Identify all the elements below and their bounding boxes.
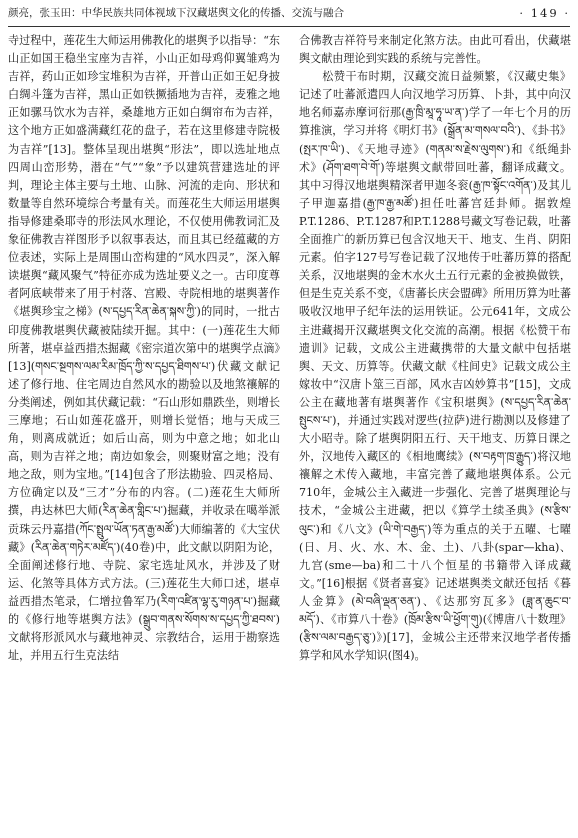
- left-column: [8, 32, 280, 832]
- left-paragraph-1: 寺过程中，莲花生大师运用佛教化的堪舆予以指导：“东山正如国王稳坐宝座为吉祥，小山正如母鸡仰翼雏鸡为吉祥，药山正如珍宝堆积为吉祥，开普山正如王妃身披白绸斗篷为吉祥，黑山正如铁撅插地为吉祥，麦雅之地正如骡马饮水为吉祥，桑雄地方正如白绸帘布为吉祥，这个地方正如盛满藏红花的盘子，若在这里修建寺院极为吉祥”[13]。整体呈现出堪舆“形法”，即以选址地点四周山峦形势，潜在“气”“象”予以建筑营建选址的评判，理论主体主要与土地、山脉、河流的走向、形状和数量等自然环境综合考量有关。而莲花生大师运用堪舆指导修建桑耶寺的形法风水理论，不仅使用佛教词汇及象征佛教吉祥图形予以叙事表达，而且其已经蕴藏的方位表述，实际上是周围山峦构建的“风水四灵”，深入解读堪舆“藏风聚气”特征亦成为选址要义之一。古印度尊者阿底峡带来了用于村落、宫殿、寺院相地的堪舆著作《堪舆珍宝之梯》(ས་དཔྱད་རིན་ཆེན་སྐས་ཀྱི་)的同时，一批古印度佛教堪舆伏藏被陆续开掘。其中：(一)莲花生大师所著，堪卓益西措杰掘藏《密宗道次第中的堪舆学点滴》[13](གསང་སྔགས་ལམ་རིམ་ཁྲོད་ཀྱི་ས་དཔྱད་ཐིགས་པ་)伏藏文献记述了修行地、住宅周边自然风水的勘验以及地煞禳解的分类阐述，例如其伏藏记载：“石山形如鼎跌坐，则增长三摩地；石山如莲花盛开，则增长觉悟；地与天成三角，则离成就近；如后山高，则为中意之地；如北山高，则为吉祥之地；南边如象会，则聚财富之地；没有地之敌，则为宝地。”[14]包含了形法勘验、四灵格局、方位确定以及“三才”分布的内容。(二)莲花生大师所撰，冉达林巴大师(རིན་ཆེན་གླིང་པ་)掘藏，并收录在噶举派贡珠云丹嘉措(ཀོང་སྤྲུལ་ཡོན་ཏན་རྒྱ་མཚོ་)大师编著的《大宝伏藏》(རིན་ཆེན་གཏེར་མཛོད་)(40卷)中，此文献以阴阳为论，全面阐述修行地、寺院、家宅选址风水，并涉及了财运、化煞等具体方式方法。(三)莲花生大师口述，堪卓益西措杰笔录，仁增拉鲁军乃(རིག་འཛིན་ལྷ་རུ་གཉན་པ་)掘藏的《修行地等堪舆方法》(སྒྲུབ་གནས་སོགས་ས་དཔྱད་ཀྱི་ཐབས་)文献将形派风水与藏地神灵、宗教结合，运用于勘察选址，并用五行生克法结: [8, 34, 280, 663]
- right-column: [299, 32, 571, 832]
- running-header: [8, 0, 570, 27]
- page-number: · 149 ·: [519, 6, 570, 20]
- right-paragraph-2: 松赞干布时期，汉藏交流日益频繁，《汉藏史集》记述了吐蕃派遣四人向汉地学习历算、卜卦，其中向汉地名师嘉赤摩诃衍那(རྒྱ་ཁྲི་མཱ་ཧཱ་ཡ་ན་)学了一年七个月的历算推演，学习并将《明灯书》(སྒྲོན་མ་གསལ་བའི་)、《卦书》(སྤར་ཁ་ཡི་)、《天地寻迹》(གནམ་ས་རྗེས་ལུགས་)和《纸绳卦术》(ཤོག་ཐག་བེ་གོ་)等堪舆文献带回吐蕃，翻译成藏文。其中习得汉地堪舆精深者甲迦冬衮(རྒྱ་ཁ་སྟོང་འགོན་)及其儿子甲迦嘉措(རྒྱ་ཁ་རྒྱ་མཚོ་)担任吐蕃宫廷卦师。据敦煌P.T.1286、P.T.1287和P.T.1288号藏文写卷记载，吐蕃全面推广的新历算已包含汉地天干、地支、生肖、阴阳元素。伯字127号写卷记载了汉地传于吐蕃历算的搭配关系，汉地堪舆的金木水火土五行元素的金被换做铁，但是生克关系不变，《唐蕃长庆会盟碑》所用历算为吐蕃吸收汉地甲子纪年法的运用铁证。公元641年，文成公主进藏揭开汉藏堪舆文化交流的高潮。根据《松赞干布遗训》记载，文成公主进藏携带的大量文献中包括堪舆、天文、历算等。伏藏文献《柱间史》记载文成公主嫁妆中“汉唐卜筮三百部，风水吉凶妙算书”[15]，文成公主在藏地著有堪舆著作《宝积堪舆》(ས་དཔྱད་རིན་ཆེན་སྤུངས་པ་)，并通过实践对逻些(拉萨)进行勘测以及修建了大小昭寺。除了堪舆阴阳五行、天干地支、历算日课之外，汉地传入藏区的《相地鹰续》(ས་བརྟག་ཁྲ་རྒྱུད་)将汉地禳解之术传入藏地，丰富完善了藏地堪舆体系。公元710年，金城公主入藏进一步强化、完善了堪舆理论与技术，“金城公主进藏，把以《算学土续圣典》(ས་རྩིས་ལུང་)和《八文》(ཡི་གེ་བརྒྱད་)等为重点的关于五曜、七曜(日、月、火、水、木、金、土)、八卦(spar—kha)、九宫(sme—ba)和二十八个恒星的书籍带入译成藏文。”[16]根据《贤者喜宴》记述堪舆类文献还包括《暮人金算》(མེ་བཞི་ལྡན་ཅན་)、《达那穷瓦多》(ཟླ་ན་ཆུང་བ་མདོ་)、《市算八十卷》(ཁྲོམ་རྩིས་ཡི་ཕྱོག་གུ)(《博唐八十数理》(རྩིས་ལམ་བརྒྱད་ཅུ་)》)[17]，金城公主还带来汉地学者传播算学和风水学知识(图4)。: [299, 70, 571, 663]
- running-head-title: 颜亮，张玉田：中华民族共同体视域下汉藏堪舆文化的传播、交流与融合: [8, 7, 344, 19]
- right-paragraph-1: 合佛教吉祥符号来制定化煞方法。由此可看出，伏藏堪舆文献由理论到实践的系统与完善性。: [299, 34, 571, 66]
